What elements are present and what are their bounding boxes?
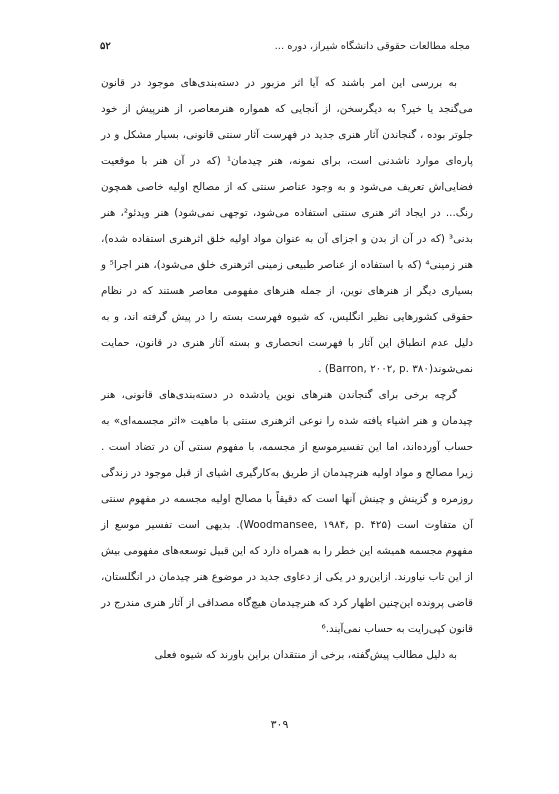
paragraph: به دلیل مطالب پیش‌گفته، برخی از منتقدان براین باورند که شیوه فعلی — [154, 649, 457, 661]
paragraph: گرچه برخی برای گنجاندن هنرهای نوین یادشده در دسته‌بندی‌های قانونی، هنر چیدمان و هنر اشیاء یافته شده را نوعی اثرهنری سنتی با ماهیت «اثر مجسمه‌ای» به حساب آورده‌اند، اما این تفسیرموسع از مجسمه، با مفهوم سنتی آن در تضاد است . زیرا مصالح و مواد اولیه هنرچیدمان از طریق به‌کارگیری اشیای از قبل موجود در زندگی روزمره و گزینش و چینش آنها است که دقیقاً با مصالح اولیه مجسمه در مفهوم سنتی آن متفاوت است (Woodmansee, ۱۹۸۴, p. ۴۲۵). بدیهی است تفسیر موسع از مفهوم مجسمه همیشه این خطر را به همراه دارد که این قبیل توسعه‌های مفهومی بیش از این تاب نیاورند. ازاین‌رو در یکی از دعاوی جدید در موضوع هنر چیدمان در انگلستان، قاضی پرونده این‌چنین اظهار کرد که هنرچیدمان هیچ‌گاه مصداقی از آثار هنری مندرج در قانون کپی‌رایت به حساب نمی‌آیند.⁶ — [101, 389, 474, 635]
body-text — [101, 70, 473, 668]
paragraph: به بررسی این امر باشند که آیا اثر مزبور در دسته‌بندی‌های موجود در قانون می‌گنجد یا خیر؟ به دیگرسخن، از آنجایی که همواره هنرمعاصر، از هنرپیش از خود جلوتر بوده ، گنجاندن آثار هنری جدید در فهرست آثار سنتی قانونی، بسیار مشکل و در پاره‌ای موارد ناشدنی است، برای نمونه، هنر چیدمان¹ (که در آن هنر با موقعیت فضایی‌اش تعریف می‌شود و به وجود عناصر سنتی که از مصالح اولیه خاصی همچون رنگ... در ایجاد اثر هنری سنتی استفاده می‌شود، توجهی نمی‌شود) هنر ویدئو²، هنر بدنی³ (که در آن از بدن و اجزای آن به عنوان مواد اولیه خلق اثرهنری استفاده شده)، هنر زمینی⁴ (که با استفاده از عناصر طبیعی زمینی اثرهنری خلق می‌شود)، هنر اجرا⁵ و بسیاری دیگر از هنرهای نوین، از جمله هنرهای مفهومی معاصر هستند که در نظام حقوقی کشورهایی نظیر انگلیس، که شیوه فهرست بسته را در پیش گرفته اند، و به دلیل عدم انطباق این آثار با فهرست انحصاری و بسته آثار هنری در قانون، حمایت نمی‌شوند(Barron, ۲۰۰۲, p. ۳۸۰) . — [101, 77, 473, 375]
page-number: ۳۰۹ — [270, 718, 289, 731]
running-header — [100, 40, 470, 54]
header-title: مجله مطالعات حقوقی دانشگاه شیراز، دوره ... — [274, 41, 470, 52]
header-page-number: ۵۲ — [100, 41, 111, 52]
